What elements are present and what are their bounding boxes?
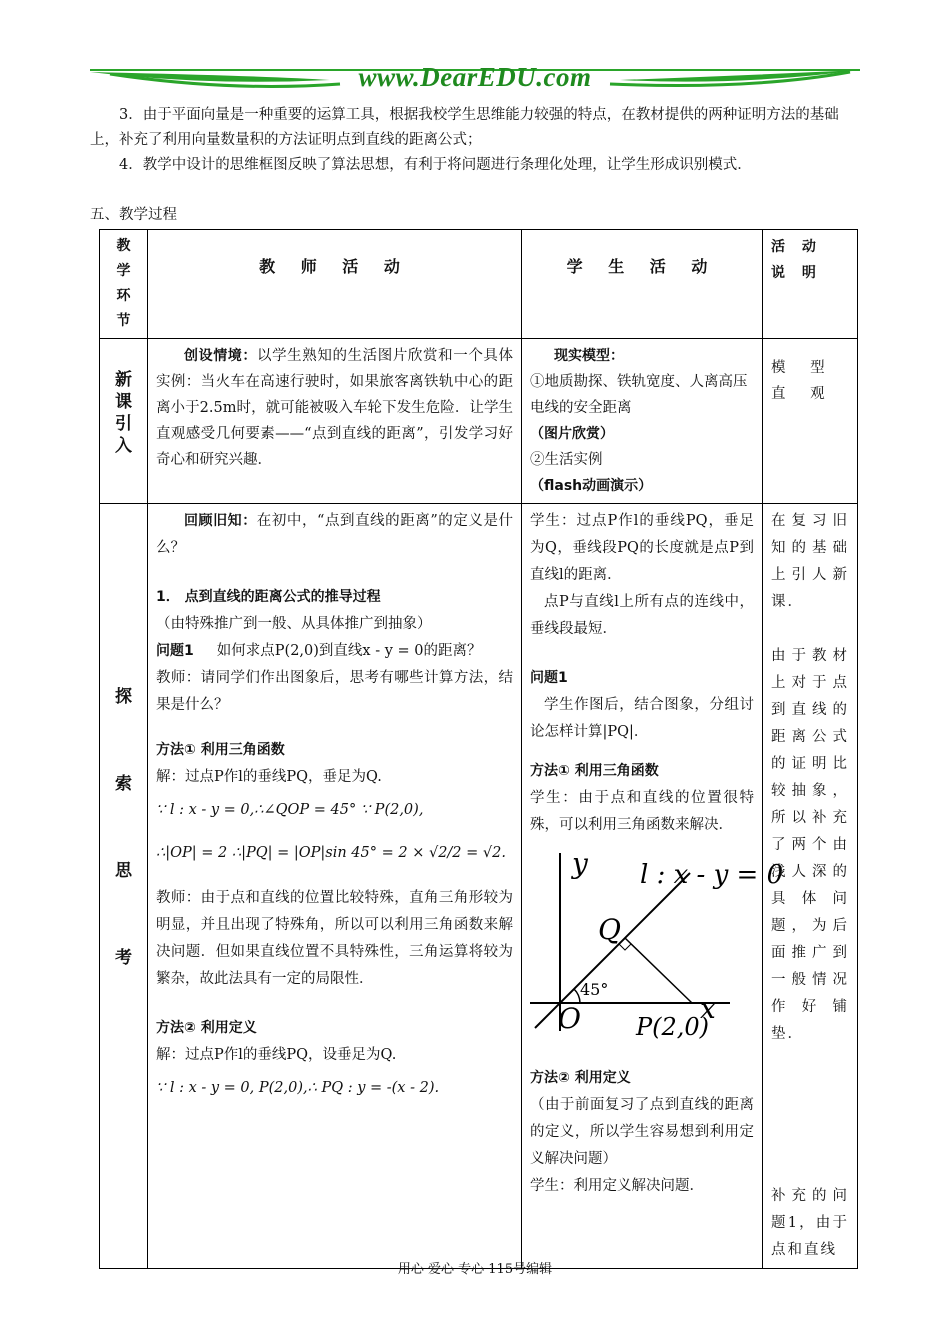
label-x: x (700, 992, 716, 1025)
teacher-method2-title: 方法② 利用定义 (156, 1020, 257, 1036)
label-P: P(2,0) (636, 1013, 710, 1041)
teacher-prompt: 教师：请同学们作出图象后，思考有哪些计算方法，结果是什么？ (156, 670, 513, 713)
geometry-figure (530, 843, 784, 1043)
teacher-question1-title: 问题1 (156, 643, 194, 659)
notes-intro: 模 型 直 观 (763, 339, 858, 504)
label-line: l : x - y = 0 (640, 860, 784, 890)
intro-paragraph-4: 4．教学中设计的思维框图反映了算法思想，有利于将问题进行条理化处理，让学生形成识别模式． (119, 157, 752, 173)
table-row-intro (100, 339, 858, 504)
teacher-activity-intro (148, 339, 522, 504)
teacher-intro-title: 创设情境： (184, 348, 257, 364)
header-banner (90, 58, 860, 100)
site-logo[interactable]: www.DearEDU.com (358, 62, 592, 92)
student-question1-text: 学生作图后，结合图象，分组讨论怎样计算|PQ|． (530, 697, 754, 740)
student-method1-title: 方法① 利用三角函数 (530, 763, 659, 779)
intro-paragraph-3: 3．由于平面向量是一种重要的运算工具，根据我校学生思维能力较强的特点，在教材提供的两种证明方法的基础上，补充了利用向量数量积的方法证明点到直线的距离公式； (90, 107, 839, 148)
header-student: 学 生 活 动 (522, 230, 763, 339)
teacher-review-text: 在初中，“点到直线的距离”的定义是什么？ (156, 513, 514, 556)
derivation-subheading: （由特殊推广到一般、从具体推广到抽象） (156, 616, 432, 632)
student-method2-text: 学生：利用定义解决问题． (530, 1178, 704, 1194)
header-stage: 教学环节 (100, 230, 148, 339)
student-method1-text: 学生：由于点和直线的位置很特殊，可以利用三角函数来解决． (530, 790, 754, 833)
student-method2-title: 方法② 利用定义 (530, 1070, 631, 1086)
notes-explore-3: 补充的问题1，由于点和直线 (771, 1188, 849, 1258)
header-notes: 活 动 说 明 (763, 230, 858, 339)
label-y: y (572, 847, 588, 880)
derivation-heading: 1． 点到直线的距离公式的推导过程 (156, 589, 381, 605)
header-teacher: 教 师 活 动 (148, 230, 522, 339)
page-footer: 用心 爱心 专心 115号编辑 (397, 1262, 553, 1277)
table-row-explore (100, 504, 858, 1269)
teacher-review-title: 回顾旧知： (184, 513, 257, 529)
label-O: O (558, 1002, 581, 1035)
method1-line3: ∴|OP| = 2 ∴|PQ| = |OP|sin 45° = 2 × √2/2 = √2. (156, 845, 506, 861)
method2-line2: ∵ l : x - y = 0, P(2,0),∴ PQ : y = -(x - 2). (156, 1080, 440, 1096)
teacher-activity-explore (148, 504, 522, 1269)
notes-explore-2: 由于教材上对于点到直线的距离公式的证明比较抽象，所以补充了两个由浅人深的具体问题，为后面推广到一般情况作好铺垫． (771, 648, 849, 1042)
student-activity-intro (522, 339, 763, 504)
teacher-intro-text: 以学生熟知的生活图片欣赏和一个具体实例：当火车在高速行驶时，如果旅客离铁轨中心的距离小于2.5m时，就可能被吸入车轮下发生危险．让学生直观感受几何要素——“点到直线的距离”，引发学习好奇心和研究兴趣． (156, 348, 514, 468)
teacher-method1-title: 方法① 利用三角函数 (156, 742, 285, 758)
notes-explore (763, 504, 858, 1269)
student-question1-title: 问题1 (530, 670, 568, 686)
method1-comment: 教师：由于点和直线的位置比较特殊，直角三角形较为明显，并且出现了特殊角，所以可以利用三角函数来解决问题．但如果直线位置不具特殊性，三角运算将较为繁杂，故此法具有一定的局限性． (156, 890, 513, 987)
student-shortest: 点P与直线l上所有点的连线中，垂线段最短． (530, 594, 754, 637)
teaching-process-table (99, 229, 858, 1269)
label-Q: Q (598, 913, 621, 946)
student-definition: 学生：过点P作l的垂线PQ，垂足为Q，垂线段PQ的长度就是点P到直线l的距离． (530, 513, 754, 583)
table-header-row (100, 230, 858, 339)
student-method2-sub: （由于前面复习了点到直线的距离的定义，所以学生容易想到利用定义解决问题） (530, 1097, 754, 1167)
notes-explore-1: 在复习旧知的基础上引人新课． (771, 513, 849, 610)
perpendicular-PQ (625, 938, 692, 1003)
student-intro-line2: （图片欣赏） (530, 426, 614, 442)
method2-line1: 解：过点P作l的垂线PQ，设垂足为Q. (156, 1047, 397, 1063)
method1-line1: 解：过点P作l的垂线PQ，垂足为Q. (156, 769, 382, 785)
section-title: 五、教学过程 (90, 207, 177, 223)
teacher-question1-text: 如何求点P(2,0)到直线x - y = 0的距离？ (216, 643, 482, 659)
stage-new-lesson: 新课引入 (100, 339, 148, 504)
student-intro-line4: （flash动画演示） (530, 478, 653, 494)
stage-explore: 探索思考 (100, 504, 148, 1269)
student-intro-line1: ①地质勘探、铁轨宽度、人离高压电线的安全距离 (530, 374, 748, 416)
label-angle: 45° (580, 980, 609, 999)
student-activity-explore (522, 504, 784, 1269)
student-intro-line3: ②生活实例 (530, 452, 603, 468)
method1-line2: ∵ l : x - y = 0,∴∠QOP = 45° ∵ P(2,0), (156, 802, 424, 818)
student-intro-title: 现实模型： (554, 348, 624, 364)
